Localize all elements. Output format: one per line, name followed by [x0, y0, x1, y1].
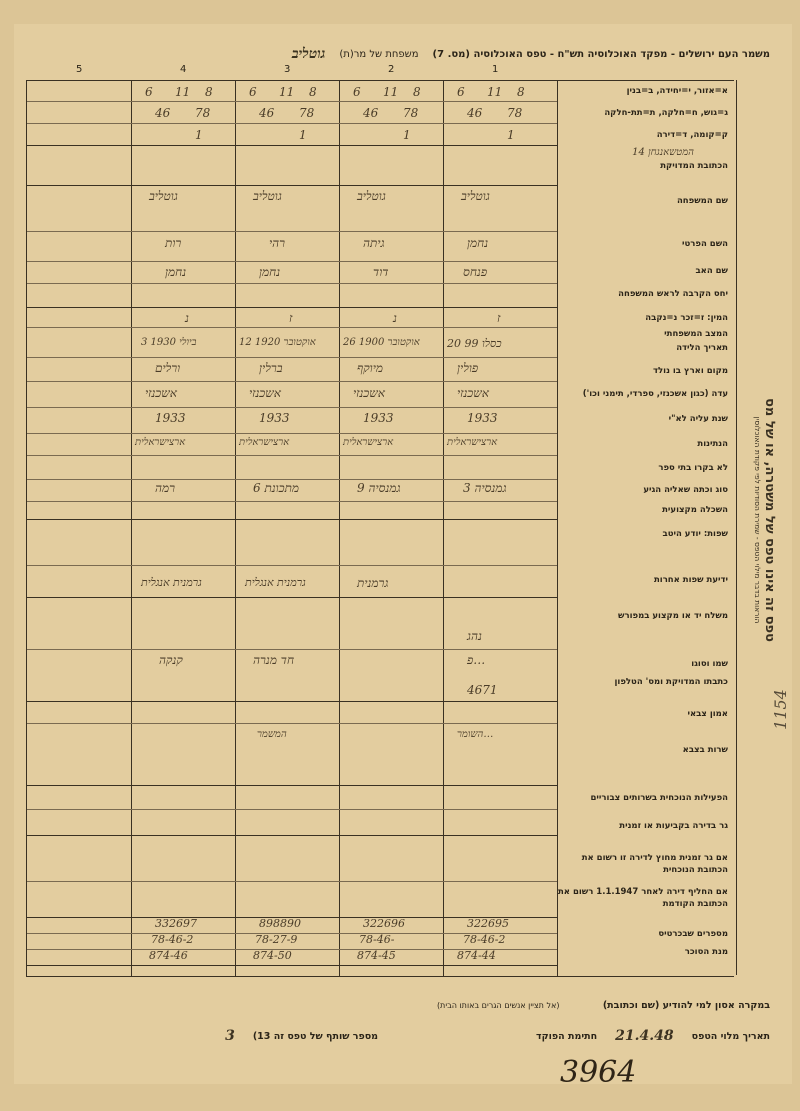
row-label: ידיעת שפות אחרות	[653, 575, 728, 585]
cell-other-langs: גרמנית	[357, 576, 389, 590]
emergency-contact-row	[20, 1000, 770, 1011]
cell-occupation: נהג	[467, 629, 482, 643]
cell-block: 78	[507, 106, 523, 120]
cell-sugar: 874-50	[253, 949, 292, 962]
cell-first-name: רות	[165, 236, 182, 250]
row-label: שם האב	[695, 266, 728, 276]
cell-building: 8	[205, 85, 213, 99]
row-label: השכלה מקצועית	[662, 505, 728, 515]
row-label: עדה (כגון אשכנזי, ספרדי, תימני וכו')	[582, 389, 728, 399]
cell-birth: 3 ביולי 1930	[141, 337, 197, 348]
cell-parcel: 46	[259, 106, 275, 120]
side-heading: טפס זה אינו טפס של משטרה, או של מס	[762, 398, 777, 642]
cell-sex: ז	[289, 311, 293, 325]
cell-card-no: 322696	[363, 917, 405, 930]
cell-reg-no: 78-27-9	[255, 933, 298, 946]
cell-sex: נ	[393, 311, 397, 325]
column-number: 2	[388, 64, 395, 75]
column-numbers	[40, 64, 560, 78]
cell-father: נחמן	[165, 265, 187, 279]
shared-value: 3	[225, 1028, 235, 1044]
signature-row	[20, 1028, 770, 1044]
column-number: 3	[284, 64, 291, 75]
cell-education: 3 גמנסיה	[463, 481, 507, 495]
cell-block: 78	[195, 106, 211, 120]
cell-birthplace: ברלין	[259, 361, 283, 375]
cell-birth: 12 אוקטובר 1920	[239, 337, 316, 348]
cell-workplace: קנקה	[159, 653, 183, 667]
row-label: כתבתו המדויקת ומס' הטלפון	[614, 677, 728, 687]
cell-reg-no: 78-46-2	[151, 933, 194, 946]
row-label: הנתינות	[697, 439, 728, 449]
row-label: יחס הקרבה לראש המשפחה	[618, 289, 728, 299]
emergency-note: (אל תציין אנשים הגרים באותו הבית)	[436, 1001, 560, 1010]
cell-community: אשכנזי	[145, 386, 177, 400]
column-number: 1	[492, 64, 499, 75]
cell-immigration: 1933	[467, 411, 498, 425]
cell-floor: 1	[299, 128, 307, 142]
cell-first-name: גיתה	[363, 236, 385, 250]
cell-workplace: פ…	[467, 653, 486, 667]
row-label: מספרים שבכרטיס	[658, 929, 728, 939]
cell-sex: נ	[185, 311, 189, 325]
row-label: שפות: יודע היטב	[662, 529, 728, 539]
cell-sex: ז	[497, 311, 501, 325]
date-label: תאריך מלוי הטפס	[691, 1030, 770, 1042]
cell-citizenship: ארצישראלית	[447, 437, 498, 448]
cell-parcel: 46	[467, 106, 483, 120]
cell-unit: 6	[353, 85, 361, 99]
address-value: המטשאנגחן 14	[632, 147, 694, 158]
cell-zone: 11	[279, 85, 295, 99]
cell-citizenship: ארצישראלית	[135, 437, 186, 448]
cell-workplace-addr: 4671	[467, 683, 498, 697]
row-label: תאריך הלידה	[676, 343, 728, 353]
cell-birthplace: ורלים	[155, 361, 181, 375]
cell-family-name: גוטליב	[149, 189, 178, 203]
row-label: השם הפרטי	[682, 239, 728, 249]
cell-floor: 1	[195, 128, 203, 142]
cell-floor: 1	[403, 128, 411, 142]
household-label: משפחת של מר(ת)	[339, 48, 419, 60]
cell-immigration: 1933	[363, 411, 394, 425]
signature-label: חתימת הפוקד	[536, 1030, 598, 1042]
side-instructions	[736, 80, 793, 975]
row-label: גר בדירה בקביעות או זמנית	[619, 821, 728, 831]
cell-family-name: גוטליב	[357, 189, 386, 203]
cell-parcel: 46	[155, 106, 171, 120]
row-label: לא בקרו בתי ספר	[658, 463, 728, 473]
shared-label: מספר שותף של טפס זה 13)	[252, 1030, 379, 1042]
cell-military: השומר…	[457, 729, 494, 740]
cell-workplace: חד מנרה	[253, 653, 295, 667]
cell-building: 8	[517, 85, 525, 99]
cell-zone: 11	[383, 85, 399, 99]
cell-building: 8	[413, 85, 421, 99]
column-number: 4	[180, 64, 187, 75]
cell-education: רמה	[155, 481, 176, 495]
side-text	[753, 80, 777, 960]
cell-education: 6 מתכונת	[253, 481, 300, 495]
cell-birthplace: פולין	[457, 361, 479, 375]
row-label: הפעילות הנוכחית בשרותים צבוריים	[590, 793, 728, 803]
row-label: ק=קומה, ד=דירה	[656, 130, 728, 140]
cell-card-no: 898890	[259, 917, 301, 930]
row-label: מקום וארץ בו נולד	[653, 366, 728, 376]
cell-birthplace: מיוקף	[357, 361, 383, 375]
row-label: מנת הסוכר	[684, 947, 728, 957]
cell-immigration: 1933	[155, 411, 186, 425]
cell-unit: 6	[457, 85, 465, 99]
row-label: המצב המשפחתי	[664, 329, 728, 339]
emergency-label: במקרה אסון למי להודיע (שם וכתובת)	[602, 1000, 770, 1011]
row-label: שם המשפחה	[676, 196, 728, 206]
cell-building: 8	[309, 85, 317, 99]
cell-other-langs: גרמנית אנגלית	[245, 576, 306, 589]
cell-reg-no: 78-46-2	[463, 933, 506, 946]
row-label: אמון צבאי	[687, 709, 728, 719]
side-note: הוראות בדבר מילוי הטפס - שמירת הסודיות לפי פקודת האוכלוסין	[753, 416, 762, 624]
cell-family-name: גוטליב	[253, 189, 282, 203]
cell-parcel: 46	[363, 106, 379, 120]
cell-citizenship: ארצישראלית	[343, 437, 394, 448]
form-title: משמר העם ירושלים - מפקד האוכלוסיה תש"ח - טפס האוכלוסיה (מס. 7)	[432, 48, 770, 60]
cell-father: פנחס	[463, 265, 488, 279]
cell-father: נחמן	[259, 265, 281, 279]
cell-unit: 6	[249, 85, 257, 99]
column-number: 5	[76, 64, 83, 75]
row-label: אם החליף דירה לאחר 1.1.1947 רשום את הכתובת הקודמת	[558, 887, 728, 909]
archive-number: 3964	[560, 1055, 637, 1090]
row-labels	[556, 80, 734, 977]
cell-sugar: 874-45	[357, 949, 396, 962]
row-label: שנת עליה לא"י	[668, 414, 728, 424]
cell-community: אשכנזי	[249, 386, 281, 400]
cell-card-no: 322695	[467, 917, 509, 930]
handwritten-stamp-number: 1154	[770, 689, 790, 730]
cell-unit: 6	[145, 85, 153, 99]
person-columns-grid	[26, 80, 558, 977]
cell-birth: 26 אוקטובר 1900	[343, 337, 420, 348]
cell-military: המשמר	[257, 729, 287, 740]
cell-sugar: 874-46	[149, 949, 188, 962]
row-label: אם גר זמנית מחוץ לדירה זו רשום את הכתובת הנוכחית	[581, 853, 728, 875]
cell-community: אשכנזי	[457, 386, 489, 400]
cell-family-name: גוטליב	[461, 189, 490, 203]
cell-zone: 11	[175, 85, 191, 99]
cell-education: 9 גמנסיה	[357, 481, 401, 495]
row-label: ג=גוש, ח=חלקה, ת=תת-חלקה	[604, 108, 728, 118]
cell-reg-no: 78-46-	[359, 933, 395, 946]
cell-floor: 1	[507, 128, 515, 142]
cell-block: 78	[299, 106, 315, 120]
cell-block: 78	[403, 106, 419, 120]
cell-other-langs: גרמנית אנגלית	[141, 576, 202, 589]
cell-first-name: רהי	[269, 236, 286, 250]
row-label: שמו וסוגו	[691, 659, 728, 669]
cell-sugar: 874-44	[457, 949, 496, 962]
cell-community: אשכנזי	[353, 386, 385, 400]
row-label: הכתובת המדויקת	[660, 161, 728, 171]
form-header	[20, 44, 770, 64]
cell-card-no: 332697	[155, 917, 197, 930]
household-name: גוטליב	[291, 45, 326, 62]
cell-first-name: נחמן	[467, 236, 489, 250]
row-label: שרות בצבא	[682, 745, 728, 755]
cell-zone: 11	[487, 85, 503, 99]
cell-citizenship: ארצישראלית	[239, 437, 290, 448]
row-label: א=אזור, י=יחידה, ב=בנין	[626, 86, 728, 96]
cell-immigration: 1933	[259, 411, 290, 425]
row-label: משלח יד או מקצוע במפורש	[618, 611, 728, 621]
row-label: המין: ז=זכר נ=נקבה	[645, 313, 728, 323]
row-label: סוג וכתה שאליה הגיע	[643, 485, 728, 495]
cell-father: דוד	[373, 265, 389, 279]
date-value: 21.4.48	[615, 1028, 674, 1044]
cell-birth: 20 כסלו 99	[447, 337, 502, 350]
